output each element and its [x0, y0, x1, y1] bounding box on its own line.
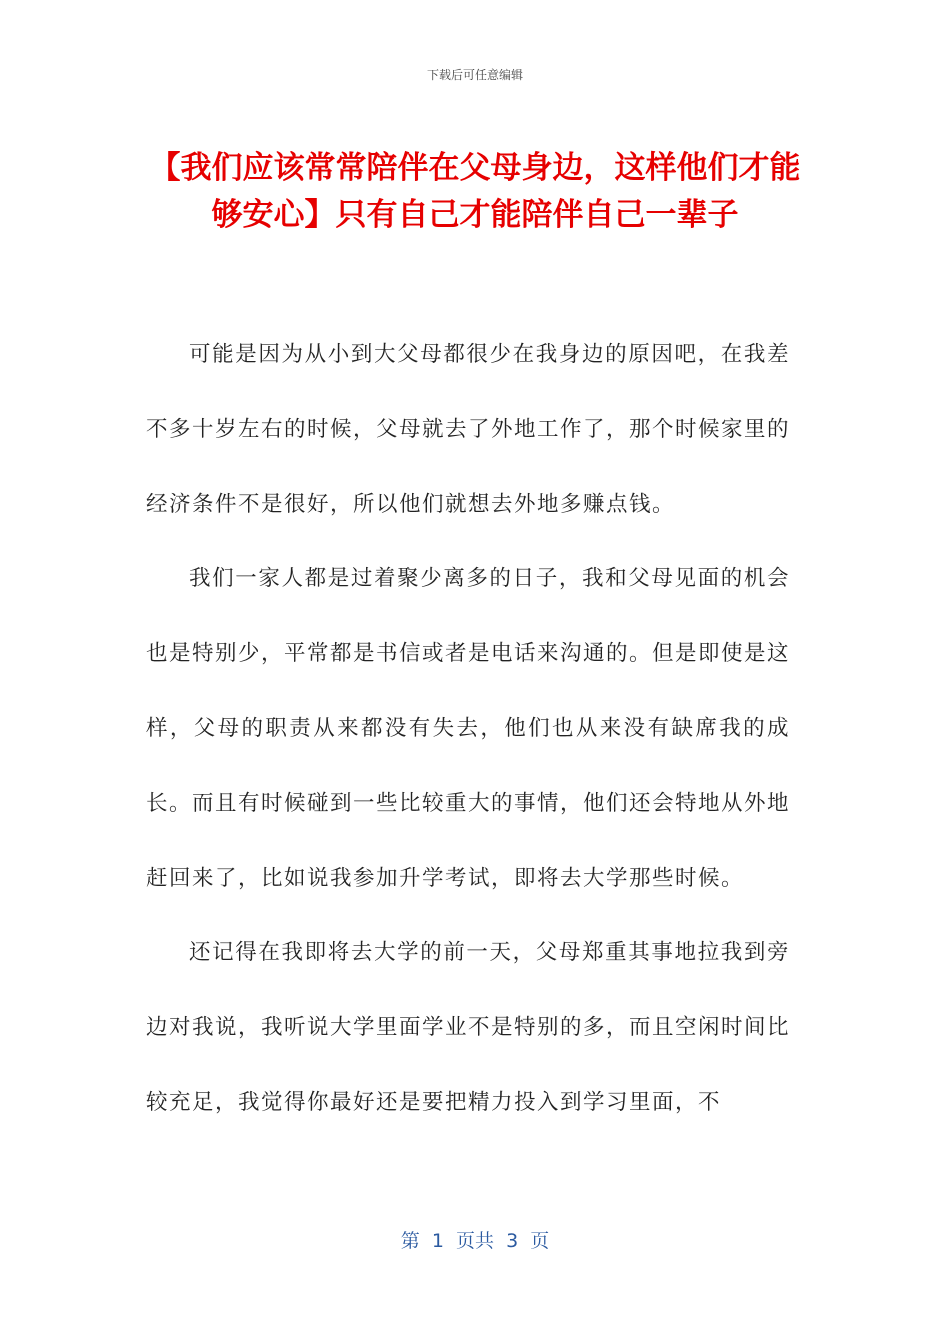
page-footer: 第 1 页共 3 页	[400, 1230, 550, 1252]
document-title: 【我们应该常常陪伴在父母身边，这样他们才能够安心】只有自己才能陪伴自己一辈子	[149, 150, 801, 233]
header-note: 下载后可任意编辑	[426, 68, 523, 82]
document-body	[146, 318, 790, 1141]
paragraph-1: 可能是因为从小到大父母都很少在我身边的原因吧，在我差不多十岁左右的时候，父母就去了外地工作了，那个时候家里的经济条件不是很好，所以他们就想去外地多赚点钱。	[146, 342, 791, 517]
paragraph-2: 我们一家人都是过着聚少离多的日子，我和父母见面的机会也是特别少，平常都是书信或者是电话来沟通的。但是即使是这样，父母的职责从来都没有失去，他们也从来没有缺席我的成长。而且有时候碰到一些比较重大的事情，他们还会特地从外地赶回来了，比如说我参加升学考试，即将去大学那些时候。	[146, 566, 791, 891]
paragraph-3: 还记得在我即将去大学的前一天，父母郑重其事地拉我到旁边对我说，我听说大学里面学业不是特别的多，而且空闲时间比较充足，我觉得你最好还是要把精力投入到学习里面，不	[146, 940, 791, 1115]
